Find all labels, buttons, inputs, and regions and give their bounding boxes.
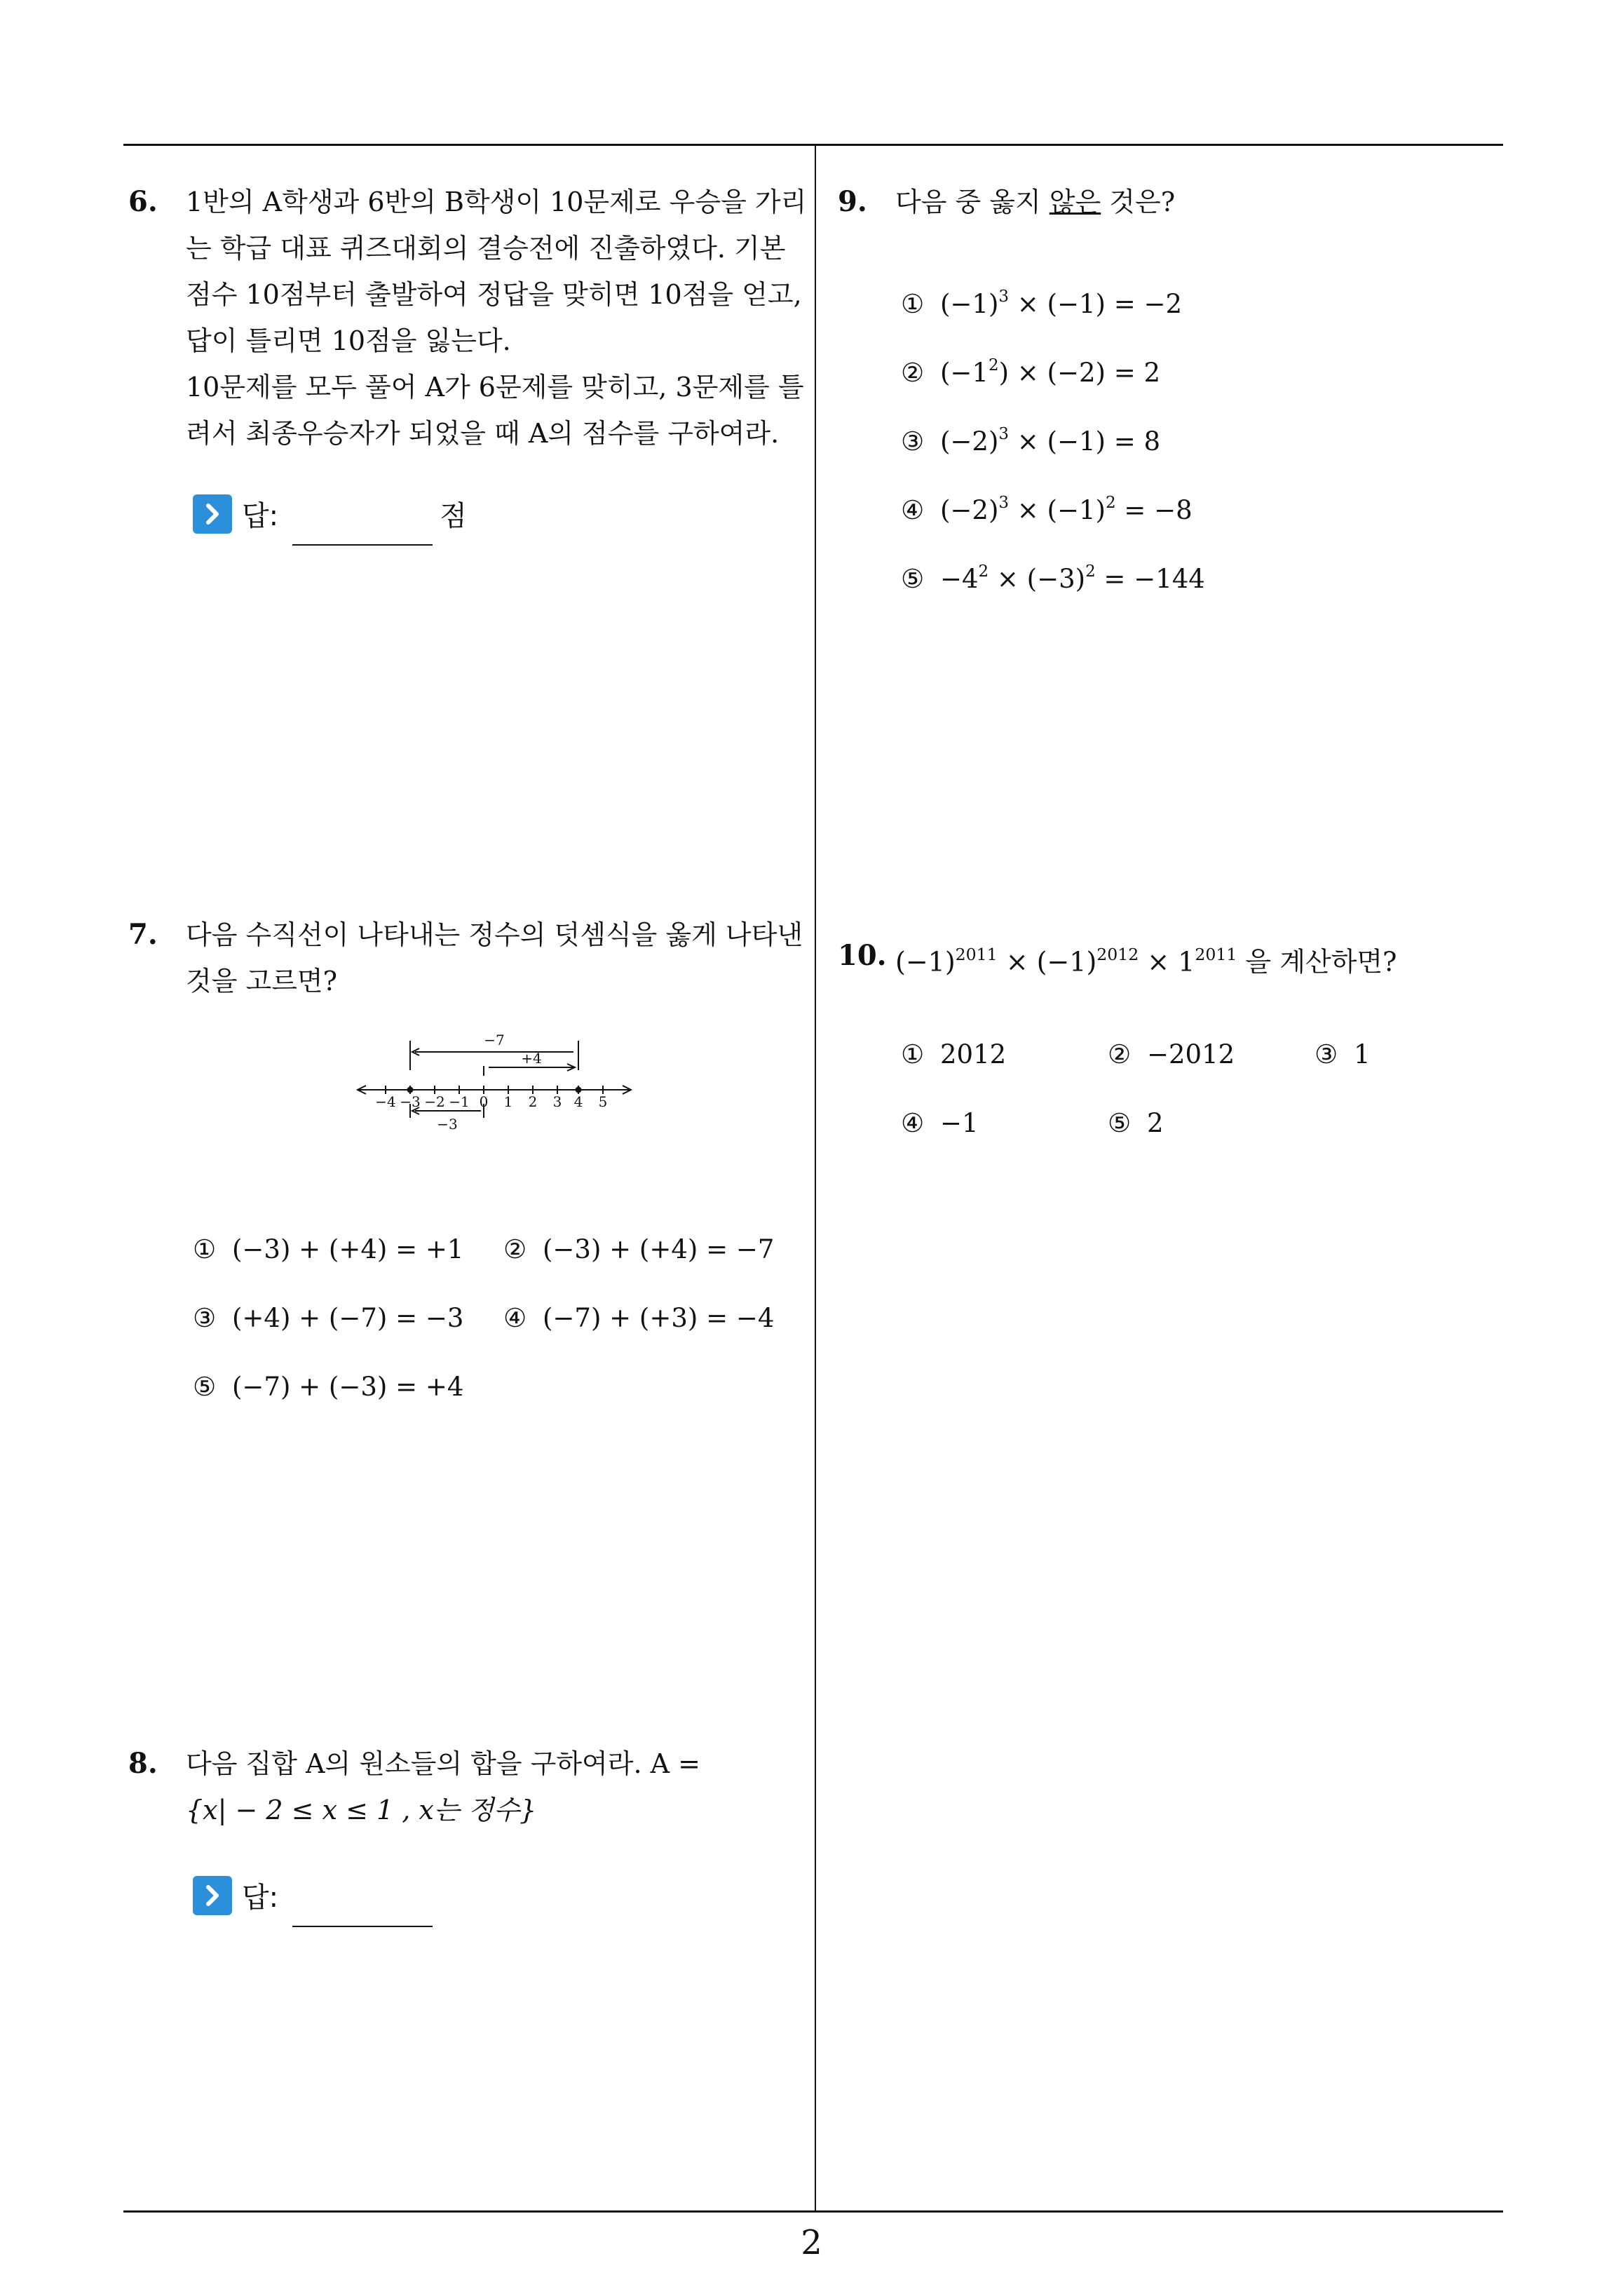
question-text [186,179,807,457]
choice-text: 1 [1354,1039,1371,1069]
choice-4[interactable] [901,495,1193,525]
answer-row-q6 [193,494,467,534]
text-line: 1반의 A학생과 6반의 B학생이 10문제로 우승을 가리 [186,187,807,217]
choice-2[interactable] [901,358,1160,388]
page-number: 2 [801,2223,822,2262]
tick-label: 1 [503,1093,513,1110]
choice-text: (+4) + (−7) = −3 [232,1303,464,1333]
choice-marker: ② [503,1234,527,1264]
text-line: 답이 틀리면 10점을 잃는다. [186,325,511,356]
text-line: 10문제를 모두 풀어 A가 6문제를 맞히고, 3문제를 틀 [186,372,804,403]
answer-blank[interactable] [292,1895,433,1927]
tick-label: 3 [552,1093,562,1110]
question-number: 7. [128,918,158,951]
choice-marker: ④ [901,495,925,525]
choice-text: −1 [940,1108,979,1138]
choice-5[interactable] [1108,1108,1164,1138]
choice-4[interactable] [901,1108,979,1138]
tick-label: −1 [449,1093,470,1110]
choice-expression: $(-2)^3 \times (-1) = 8$ [940,425,1161,457]
arrow-label-mid: +4 [521,1050,542,1067]
choice-marker: ⑤ [1108,1108,1132,1138]
choice-marker: ② [901,358,925,388]
choice-marker: ③ [1315,1039,1338,1069]
choice-text: −2012 [1147,1039,1235,1069]
text-line: {x| − 2 ≤ x ≤ 1 , x는 정수} [186,1795,537,1825]
tick-label: −3 [400,1093,421,1110]
chevron-right-icon [193,1876,232,1915]
choice-expression: $(-1)^3 \times (-1) = -2$ [940,288,1183,319]
choice-text: (−3) + (+4) = +1 [232,1234,464,1264]
question-text [895,933,1491,985]
tick-label: −2 [424,1093,445,1110]
choice-marker: ① [901,1039,925,1069]
top-rule [123,144,1503,146]
text-line: $(-1)^{2011} \times (-1)^{2012} \times 1^{2011}$ 을 계산하면? [895,944,1397,978]
tick-label: 5 [598,1093,608,1110]
number-line-diagram [351,1031,645,1143]
choice-5[interactable] [901,564,1205,594]
choice-expression: $(-1^2) \times (-2) = 2$ [940,356,1161,388]
question-number: 10. [838,939,887,972]
choice-marker: ③ [193,1303,217,1333]
text-line: 다음 집합 A의 원소들의 합을 구하여라. A = [186,1748,700,1779]
text-line: 것을 고르면? [186,966,337,997]
choice-expression: $(-2)^3 \times (-1)^2 = -8$ [940,494,1193,525]
question-number: 6. [128,185,158,218]
question-7 [128,912,801,1010]
text-line: 는 학급 대표 퀴즈대회의 결승전에 진출하였다. 기본 [186,233,786,264]
text-line: 려서 최종우승자가 되었을 때 A의 점수를 구하여라. [186,418,780,449]
choice-marker: ① [193,1234,217,1264]
point-marker [407,1087,414,1093]
question-9 [838,179,1497,228]
choice-3[interactable] [901,426,1160,457]
point-marker [576,1087,582,1093]
answer-blank[interactable] [292,513,433,546]
answer-unit: 점 [440,500,467,532]
choice-1[interactable] [901,1039,1006,1069]
arrow-label-bottom: −3 [437,1116,458,1133]
question-6 [128,179,807,473]
choice-4[interactable] [503,1303,774,1333]
answer-row-q8 [193,1875,440,1915]
choice-1[interactable] [193,1234,463,1264]
choice-text: 2 [1147,1108,1164,1138]
choice-1[interactable] [901,289,1182,319]
tick-label: 4 [573,1093,583,1110]
question-8 [128,1741,801,1839]
text-line: 점수 10점부터 출발하여 정답을 맞히면 10점을 얻고, [186,279,802,310]
bottom-rule [123,2210,1503,2213]
choice-marker: ⑤ [193,1372,217,1402]
choice-5[interactable] [193,1372,463,1402]
column-divider [815,145,816,2211]
question-text [186,1741,801,1833]
choice-text: (−7) + (+3) = −4 [543,1303,775,1333]
question-10 [838,933,1497,982]
choice-marker: ③ [901,426,925,457]
text-line: 다음 중 옳지 않은 것은? [895,187,1176,217]
choice-marker: ⑤ [901,564,925,594]
choice-text: (−3) + (+4) = −7 [543,1234,775,1264]
choice-2[interactable] [1108,1039,1235,1069]
text-line: 다음 수직선이 나타내는 정수의 덧셈식을 옳게 나타낸 [186,919,803,950]
tick-label: 2 [528,1093,538,1110]
question-text [186,912,801,1004]
choice-expression: $-4^2 \times (-3)^2 = -144$ [940,562,1205,594]
underlined-word: 않은 [1049,187,1101,217]
choice-3[interactable] [1315,1039,1371,1069]
answer-label: 답: [242,1882,279,1914]
chevron-right-icon [193,494,232,534]
tick-label: 0 [479,1093,489,1110]
choice-text: (−7) + (−3) = +4 [232,1372,464,1402]
question-number: 8. [128,1747,158,1780]
choice-marker: ① [901,289,925,319]
question-text [895,179,1491,225]
choice-text: 2012 [940,1039,1007,1069]
choice-3[interactable] [193,1303,463,1333]
answer-label: 답: [242,500,279,532]
arrow-label-top: −7 [484,1032,505,1048]
choice-marker: ④ [901,1108,925,1138]
choice-marker: ④ [503,1303,527,1333]
choice-2[interactable] [503,1234,774,1264]
question-number: 9. [838,185,867,218]
choice-marker: ② [1108,1039,1132,1069]
tick-label: −4 [375,1093,396,1110]
